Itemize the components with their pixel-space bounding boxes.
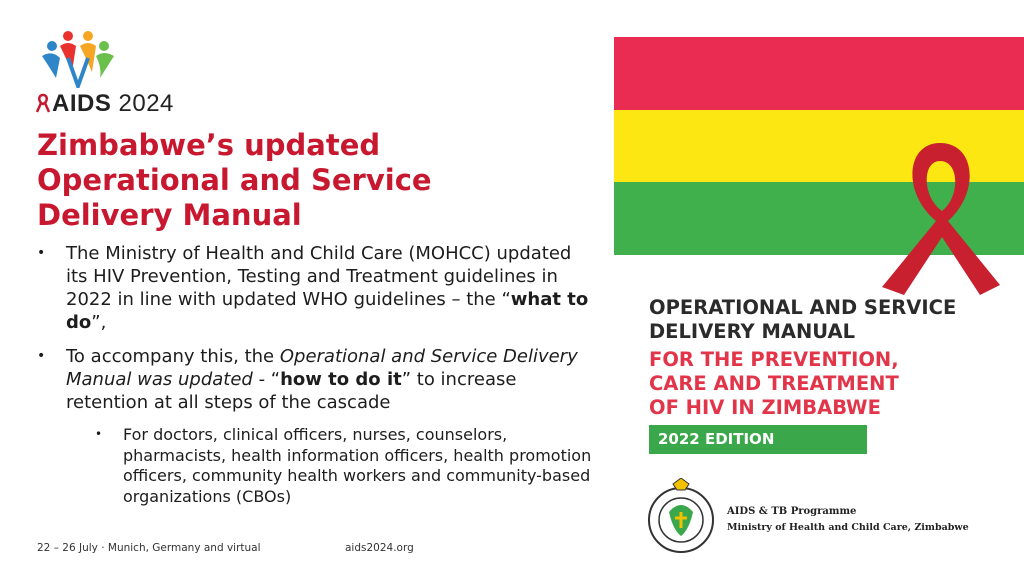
cover-subtitle bbox=[649, 348, 899, 420]
cover-subtitle-line: OF HIV IN ZIMBABWE bbox=[649, 396, 881, 419]
bullet-text: ” to increase retention at all steps of the cascade bbox=[66, 369, 517, 413]
footer-url: aids2024.org bbox=[345, 542, 414, 554]
conference-logo-wordmark bbox=[36, 90, 174, 118]
bullet-text: ”, bbox=[91, 312, 107, 333]
awareness-ribbon-icon bbox=[876, 117, 1006, 317]
bullet-marker: • bbox=[37, 348, 46, 364]
ministry-name: Ministry of Health and Child Care, Zimbabwe bbox=[727, 522, 969, 533]
bullet-item bbox=[37, 242, 597, 334]
sub-bullet-text: For doctors, clinical officers, nurses, counselors, pharmacists, health information officers, health promotion officers, community health workers and community-based organizations (CBOs) bbox=[123, 425, 592, 506]
ministry-seal-icon bbox=[645, 478, 717, 554]
cover-title-line: DELIVERY MANUAL bbox=[649, 320, 856, 343]
sub-bullet-item bbox=[37, 425, 597, 507]
slide-title: Zimbabwe’s updated Operational and Service Delivery Manual bbox=[37, 128, 432, 232]
bullet-marker: • bbox=[37, 245, 46, 261]
bullet-text: The Ministry of Health and Child Care (MOHCC) updated its HIV Prevention, Testing and Treatment guidelines in 2022 in line with updated WHO guidelines – the “ bbox=[66, 243, 572, 310]
bullet-italic-text: Operational and Service Delivery Manual was updated bbox=[66, 346, 578, 390]
cover-subtitle-line: CARE AND TREATMENT bbox=[649, 372, 899, 395]
bullet-list bbox=[37, 242, 597, 507]
cover-subtitle-line: FOR THE PREVENTION, bbox=[649, 348, 899, 371]
conference-logo-figures bbox=[38, 28, 118, 88]
sub-bullet-marker: • bbox=[95, 427, 103, 441]
cover-title bbox=[649, 296, 956, 344]
edition-badge: 2022 EDITION bbox=[649, 425, 867, 454]
red-ribbon-icon bbox=[36, 93, 50, 113]
programme-name: AIDS & TB Programme bbox=[727, 506, 857, 517]
bullet-text: To accompany this, the bbox=[66, 346, 280, 367]
logo-prefix: AIDS bbox=[52, 90, 112, 117]
cover-title-line: OPERATIONAL AND SERVICE bbox=[649, 296, 957, 319]
flag-stripe-red bbox=[614, 37, 1024, 110]
bullet-text: - “ bbox=[252, 369, 281, 390]
footer-event: 22 – 26 July · Munich, Germany and virtual bbox=[37, 542, 261, 554]
logo-year: 2024 bbox=[118, 90, 174, 117]
bullet-bold-text: what to do bbox=[66, 289, 589, 333]
bullet-item bbox=[37, 345, 597, 414]
bullet-bold-text: how to do it bbox=[280, 369, 402, 390]
